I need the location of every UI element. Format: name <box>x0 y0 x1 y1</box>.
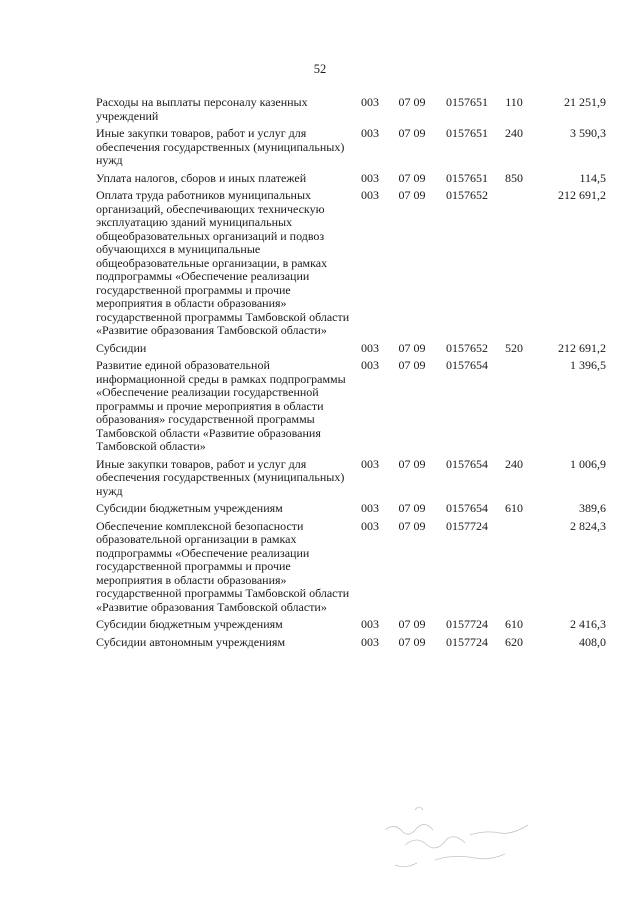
row-expense-kind: 620 <box>505 634 523 649</box>
row-section: 07 09 <box>398 617 426 631</box>
row-admin-code: 003 <box>361 518 379 533</box>
row-target-code: 0157651 <box>446 95 488 109</box>
row-amount: 3 590,3 <box>570 126 606 140</box>
row-expense-kind: 520 <box>505 340 523 355</box>
row-name: Обеспечение комплексной безопасности образовательной организации в рамках подпрограммы «Обеспечение реализации государственной программы и прочие мероприятия в области образования» государственной программы Тамбовской области «Развитие образования Тамбовской области» <box>96 518 350 614</box>
row-amount: 1 396,5 <box>570 358 606 372</box>
row-target-code: 0157654 <box>446 358 488 372</box>
row-amount: 1 006,9 <box>570 456 606 471</box>
row-amount: 389,6 <box>579 501 606 515</box>
row-name: Субсидии <box>96 340 147 355</box>
row-expense-kind: 110 <box>505 95 523 109</box>
budget-table <box>96 96 606 649</box>
row-section: 07 09 <box>398 95 426 109</box>
row-expense-kind: 610 <box>505 617 523 631</box>
row-target-code: 0157724 <box>446 518 488 533</box>
row-section: 07 09 <box>398 340 426 355</box>
budget-table-body <box>96 96 606 649</box>
table-row <box>96 614 606 632</box>
row-name: Оплата труда работников муниципальных организаций, обеспечивающих техническую эксплуатацию зданий муниципальных общеобразовательных организаций и подвоз обучающихся в муниципальные общеобразовательные организации, в рамках подпрограммы «Обеспечение реализации государственной программы и прочие мероприятия в области образования» государственной программы Тамбовской области «Развитие образования Тамбовской области» <box>96 188 350 337</box>
row-section: 07 09 <box>398 518 426 533</box>
row-admin-code: 003 <box>361 95 379 109</box>
table-row <box>96 355 606 454</box>
row-name: Расходы на выплаты персоналу казенных учреждений <box>96 95 308 123</box>
row-amount: 114,5 <box>579 170 606 185</box>
row-target-code: 0157724 <box>446 634 488 649</box>
row-admin-code: 003 <box>361 170 379 185</box>
row-admin-code: 003 <box>361 358 379 372</box>
row-admin-code: 003 <box>361 501 379 515</box>
table-row <box>96 498 606 516</box>
row-name: Иные закупки товаров, работ и услуг для обеспечения государственных (муниципальных) нужд <box>96 126 345 167</box>
row-section: 07 09 <box>398 634 426 649</box>
row-expense-kind <box>499 355 529 454</box>
row-name: Развитие единой образовательной информационной среды в рамках подпрограммы «Обеспечение реализации государственной программы и прочие мероприятия в области образования» государственной программы Тамбовской области «Развитие образования Тамбовской области» <box>96 358 346 453</box>
row-section: 07 09 <box>398 456 426 471</box>
row-section: 07 09 <box>398 170 426 185</box>
page-number: 52 <box>313 62 327 76</box>
row-amount: 212 691,2 <box>558 188 606 202</box>
table-row <box>96 96 606 123</box>
row-amount: 21 251,9 <box>564 95 606 109</box>
row-expense-kind: 240 <box>505 456 523 471</box>
table-row <box>96 123 606 168</box>
row-name: Субсидии бюджетным учреждениям <box>96 501 283 515</box>
row-admin-code: 003 <box>361 126 379 140</box>
row-target-code: 0157651 <box>446 170 488 185</box>
row-admin-code: 003 <box>361 456 379 471</box>
row-admin-code: 003 <box>361 340 379 355</box>
row-amount: 2 416,3 <box>570 617 606 631</box>
row-expense-kind <box>499 185 529 338</box>
row-amount: 2 824,3 <box>570 518 606 533</box>
table-row <box>96 632 606 650</box>
table-row <box>96 454 606 499</box>
row-expense-kind: 850 <box>505 170 523 185</box>
signature-scribble <box>375 790 545 880</box>
row-target-code: 0157724 <box>446 617 488 631</box>
table-row <box>96 168 606 186</box>
row-expense-kind <box>499 516 529 615</box>
row-section: 07 09 <box>398 126 426 140</box>
row-section: 07 09 <box>398 188 426 202</box>
row-admin-code: 003 <box>361 617 379 631</box>
row-target-code: 0157651 <box>446 126 488 140</box>
table-row <box>96 516 606 615</box>
row-name: Субсидии автономным учреждениям <box>96 634 286 649</box>
table-row <box>96 338 606 356</box>
row-section: 07 09 <box>398 501 426 515</box>
row-amount: 212 691,2 <box>558 340 606 355</box>
row-expense-kind: 240 <box>505 126 523 140</box>
row-target-code: 0157652 <box>446 188 488 202</box>
table-row <box>96 185 606 338</box>
row-target-code: 0157652 <box>446 340 488 355</box>
row-name: Уплата налогов, сборов и иных платежей <box>96 170 307 185</box>
row-section: 07 09 <box>398 358 426 372</box>
row-admin-code: 003 <box>361 634 379 649</box>
row-amount: 408,0 <box>579 634 606 649</box>
row-admin-code: 003 <box>361 188 379 202</box>
row-target-code: 0157654 <box>446 456 488 471</box>
row-name: Иные закупки товаров, работ и услуг для обеспечения государственных (муниципальных) нужд <box>96 456 345 498</box>
row-expense-kind: 610 <box>505 501 523 515</box>
row-name: Субсидии бюджетным учреждениям <box>96 617 283 631</box>
row-target-code: 0157654 <box>446 501 488 515</box>
